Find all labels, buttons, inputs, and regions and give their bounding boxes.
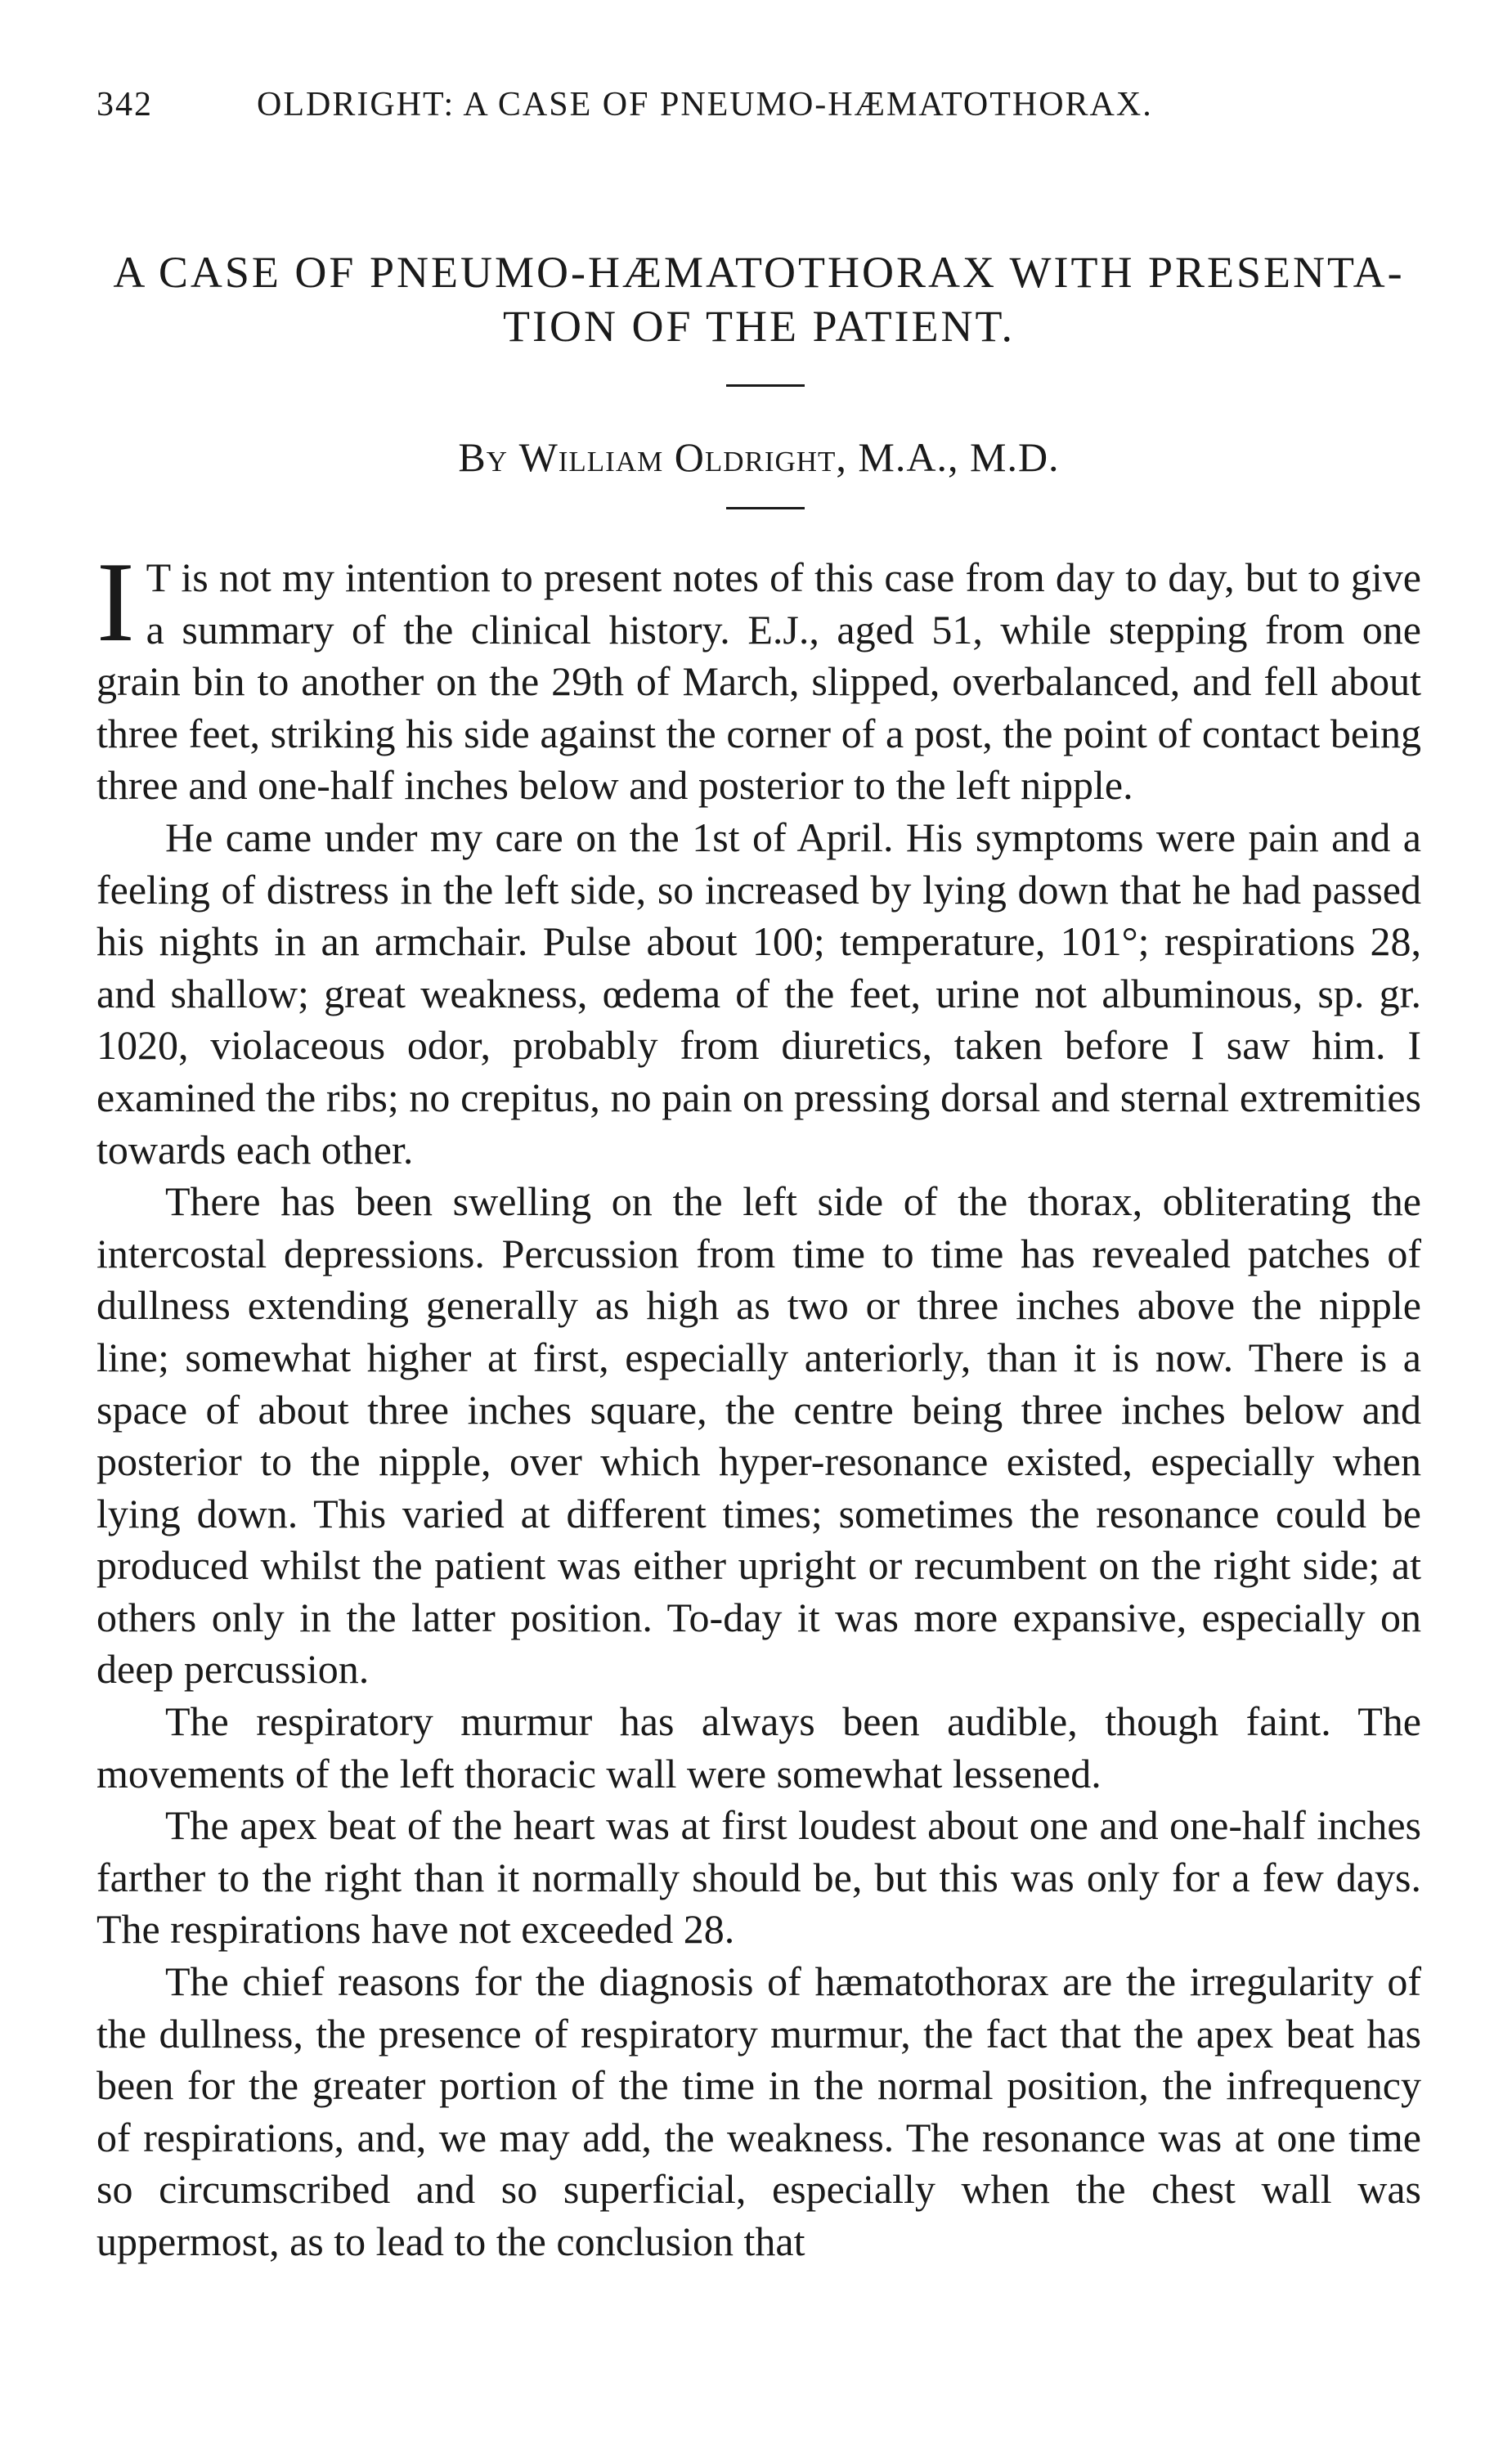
byline-divider <box>726 507 805 509</box>
paragraph-5: The apex beat of the heart was at first loudest about one and one-half inches farther to the right than it normally should be, but this was only for a few days. The respirations have not exceeded 28. <box>96 1802 1421 1953</box>
page-number: 342 <box>96 86 153 123</box>
article-title-line-2: TION OF THE PATIENT. <box>503 302 1015 351</box>
author-name: William Oldright, M.A., M.D. <box>518 434 1060 480</box>
article-title-line-1: A CASE OF PNEUMO-HÆMATOTHORAX WITH PRESENTA- <box>113 248 1405 297</box>
byline <box>96 433 1421 481</box>
drop-cap: I <box>96 539 135 666</box>
paragraph-1 <box>96 539 1421 812</box>
article-body <box>96 539 1421 2268</box>
paragraph-1-text: T is not my intention to present notes of this case from day to day, but to give a summary of the clinical history. E.J., aged 51, while stepping from one grain bin to another on the 29th of March, slipped, overbalanced, and fell about three feet, striking his side against the corner of a post, the point of contact being three and one-half inches below and posterior to the left nipple. <box>96 554 1421 809</box>
article-title <box>96 245 1421 353</box>
paragraph-4: The respiratory murmur has always been audible, though faint. The movements of the left thoracic wall were somewhat lessened. <box>96 1698 1421 1796</box>
running-head <box>96 85 1421 124</box>
paragraph-6: The chief reasons for the diagnosis of hæmatothorax are the irregularity of the dullness, the presence of respiratory murmur, the fact that the apex beat has been for the greater portion of the time in the normal position, the infrequency of respirations, and, we may add, the weakness. The resonance was at one time so circumscribed and so superficial, especially when the chest wall was uppermost, as to lead to the conclusion that <box>96 1958 1421 2264</box>
byline-prefix: By <box>458 434 509 480</box>
title-divider <box>726 384 805 387</box>
running-title: OLDRIGHT: A CASE OF PNEUMO-HÆMATOTHORAX. <box>257 86 1153 123</box>
paragraph-3: There has been swelling on the left side of the thorax, obliterating the intercostal depressions. Percussion from time to time has revealed patches of dullness extending generally as high as two or three inches above the nipple line; somewhat higher at first, especially anteriorly, than it is now. There is a space of about three inches square, the centre being three inches below and posterior to the nipple, over which hyper-resonance existed, especially when lying down. This varied at different times; sometimes the resonance could be produced whilst the patient was either upright or recumbent on the right side; at others only in the latter position. To-day it was more expansive, especially on deep percussion. <box>96 1178 1421 1693</box>
paragraph-2: He came under my care on the 1st of April. His symptoms were pain and a feeling of distress in the left side, so increased by lying down that he had passed his nights in an armchair. Pulse about 100; temperature, 101°; respirations 28, and shallow; great weakness, œdema of the feet, urine not albuminous, sp. gr. 1020, violaceous odor, probably from diuretics, taken before I saw him. I examined the ribs; no crepitus, no pain on pressing dorsal and sternal extremities towards each other. <box>96 814 1421 1173</box>
